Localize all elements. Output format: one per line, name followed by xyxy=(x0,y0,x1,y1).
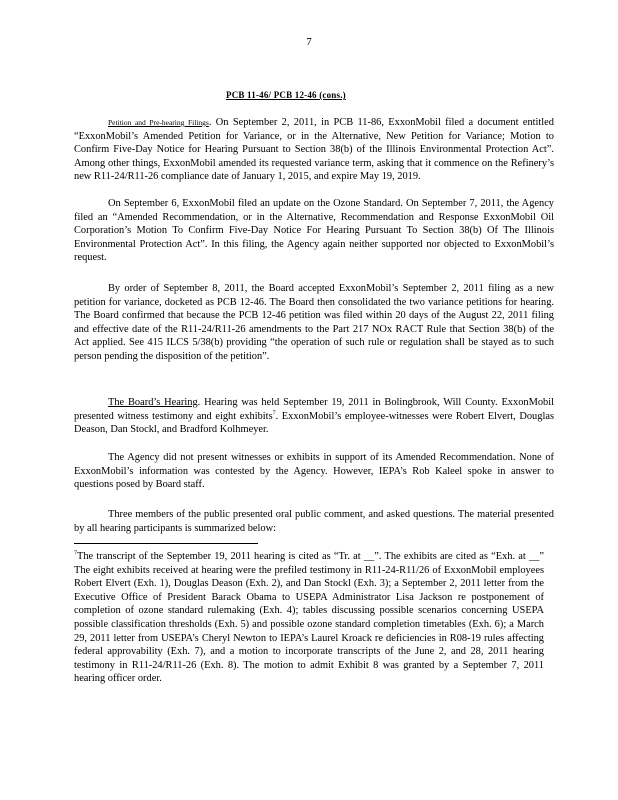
agency-text: The Agency did not present witnesses or exhibits in support of its Amended Recommendation. None of ExxonMobil’s information was contested by the Agency. However, IEPA’s Rob Kaleel spoke in answer to questions posed by Board staff. xyxy=(74,452,554,490)
board-hearing-text-a: . Hearing was held September 19, 2011 in Bolingbrook, Will County. ExxonMobil presented witness testimony and eight exhibits xyxy=(74,397,554,422)
footnote-divider xyxy=(74,543,258,544)
paragraph-board-order xyxy=(74,282,554,363)
section-heading: PCB 11-46/ PCB 12-46 (cons.) xyxy=(226,90,346,100)
footnote-text: The transcript of the September 19, 2011 hearing is cited as “Tr. at __”. The exhibits are cited as “Exh. at __” The eight exhibits received at hearing were the prefiled testimony in R11-24-R11/26 of ExxonMobil employees Robert Elvert (Exh. 1), Douglas Deason (Exh. 2), and Dan Stockl (Exh. 3); a September 2, 2011 letter from the Executive Office of President Barack Obama to USEPA Administrator Lisa Jackson re postponement of completion of ozone standard rulemaking (Exh. 4); tables discussing possible scenarios concerning USEPA possible classification thresholds (Exh. 5) and possible ozone standard completion timetables (Exh. 6); a March 29, 2011 letter from USEPA’s Cheryl Newton to IEPA’s Laurel Kroack re deficiencies in R08-19 rules affecting federal approvability (Exh. 7), and a motion to incorporate transcripts of the June 2, and 28, 2011 hearing testimony in R11-24/R11-26 (Exh. 8). The motion to admit Exhibit 8 was granted by a September 7, 2011 hearing officer order. xyxy=(74,551,544,685)
board-order-text: By order of September 8, 2011, the Board accepted ExxonMobil’s September 2, 2011 filing as a new petition for variance, docketed as PCB 12-46. The Board then consolidated the two variance petitions for hearing. The Board confirmed that because the PCB 12-46 petition was filed within 20 days of the August 22, 2011 filing and effective date of the R11-24/R11-26 amendments to the Part 217 NOx RACT Rule that Section 38(b) of the Act applied. See 415 ILCS 5/38(b) providing “the operation of such rule or regulation shall be stayed as to such person pending the disposition of the petition”. xyxy=(74,283,554,362)
petition-filings-text: . On September 2, 2011, in PCB 11-86, ExxonMobil filed a document entitled “ExxonMobil’s Amended Petition for Variance, or in the Alternative, New Petition for Variance; Motion to Confirm Five-Day Notice for Hearing Pursuant to Section 38(b) of the Illinois Environmental Protection Act”. Among other things, ExxonMobil amended its requested variance term, asking that it commence on the Refinery’s new R11-24/R11-26 compliance date of January 1, 2015, and expire May 19, 2019. xyxy=(74,117,554,182)
paragraph-petition-filings xyxy=(74,116,554,184)
subheading-petition-filings: Petition and Pre-hearing Filings xyxy=(108,118,209,127)
page-number: 7 xyxy=(306,36,312,48)
paragraph-public-comment xyxy=(74,508,554,535)
footnote-mark: 7 xyxy=(74,550,77,557)
paragraph-ozone-update xyxy=(74,197,554,265)
subheading-board-hearing: The Board’s Hearing xyxy=(108,397,198,408)
paragraph-agency xyxy=(74,451,554,492)
footnote xyxy=(74,550,544,686)
ozone-update-text: On September 6, ExxonMobil filed an update on the Ozone Standard. On September 7, 2011, the Agency filed an “Amended Recommendation, or in the Alternative, Recommendation and Response ExxonMobil Oil Corporation’s Motion To Confirm Five-Day Notice For Hearing Pursuant To Section 38(b) Of The Illinois Environmental Protection Act”. In this filing, the Agency again neither supported nor objected to ExxonMobil’s request. xyxy=(74,198,554,263)
footnote-reference: 7 xyxy=(272,410,276,417)
board-hearing-text-b: . ExxonMobil’s employee-witnesses were Robert Elvert, Douglas Deason, Dan Stockl, and Bradford Kolhmeyer. xyxy=(74,410,554,435)
public-comment-text: Three members of the public presented oral public comment, and asked questions. The material presented by all hearing participants is summarized below: xyxy=(74,509,554,534)
paragraph-board-hearing xyxy=(74,396,554,437)
